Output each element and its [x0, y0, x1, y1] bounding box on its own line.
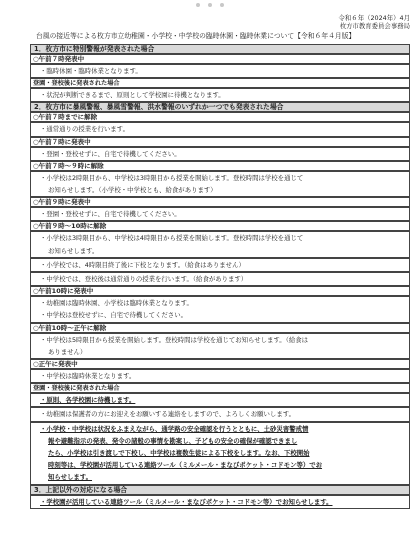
time-condition-heading: ○午前９時～10時に解除 [30, 221, 410, 231]
time-condition-heading: ○午前７時までに解除 [30, 112, 410, 122]
instruction-line: ・中学校は登校せずに、自宅で待機してください。 [40, 311, 187, 320]
instruction-line: ・状況が判断できるまで、原則として学校園に待機となります。 [40, 91, 225, 100]
header-date-block [339, 14, 410, 30]
instruction-item [30, 369, 410, 383]
instruction-line: ・登園・登校せずに、自宅で待機してください。 [40, 149, 181, 158]
instruction-line: ・学校園が活用している連絡ツール（ミルメール・まなびポケット・コドモン等）でお知らせします。 [40, 497, 333, 506]
instruction-line: ・原則、各学校園に待機します。 [40, 396, 136, 405]
instruction-line: 知らせします。 [48, 473, 93, 482]
instruction-line: 時刻等は、学校園が活用している連絡ツール（ミルメール・まなびポケット・コドモン等）でお [48, 461, 323, 470]
time-condition-heading: ○午前10時に発表中 [30, 286, 410, 296]
instruction-line: ・小学校では、4時限目終了後に下校となります。（給食はありません） [40, 260, 245, 269]
section-heading: 3．上記以外の対応になる場合 [30, 485, 410, 495]
issuing-organization: 枚方市教育委員会事務局 [339, 22, 410, 30]
instruction-item [30, 333, 410, 359]
instruction-line: ・小学校は2時限目から、中学校は3時限目から授業を開始します。登校時間は学校を通じて [40, 173, 304, 182]
time-condition-heading: ○正午に発表中 [30, 359, 410, 369]
instruction-line: ・通常通りの授業を行います。 [40, 125, 129, 134]
instruction-line: 報や避難指示の発表、発令の諸般の事情を勘案し、子どもの安全の確保が確認できまし [48, 436, 298, 445]
instruction-item [30, 88, 410, 102]
time-condition-heading: ○午前７時～９時に解除 [30, 161, 410, 171]
after-arrival-heading: 登園・登校後に発表された場合 [30, 78, 410, 88]
instruction-item [30, 231, 410, 257]
after-arrival-heading: 登園・登校後に発表された場合 [30, 383, 410, 393]
document-title: 台風の接近等による枚方市立幼稚園・小学校・中学校の臨時休園・臨時休業について【令和６年４月版】 [36, 32, 356, 40]
section-heading: 1．枚方市に特別警報が発表された場合 [30, 44, 410, 54]
instruction-line: ありません） [48, 347, 87, 356]
instruction-item [30, 296, 410, 322]
instruction-item [30, 422, 410, 485]
instruction-item [30, 122, 410, 136]
time-condition-heading: ○午前９時に発表中 [30, 197, 410, 207]
drag-handle-icon[interactable] [196, 3, 224, 7]
instruction-item [30, 495, 410, 509]
instruction-line: ・臨時休園・臨時休業となります。 [40, 67, 142, 75]
instruction-item [30, 171, 410, 197]
document-content [30, 44, 410, 509]
instruction-item [30, 272, 410, 286]
instruction-line: たら、小学校は引き渡しで下校し、中学校は複数生徒による下校をします。なお、下校開始 [48, 449, 310, 458]
instruction-line: お知らせします。 [48, 246, 99, 255]
instruction-item [30, 147, 410, 161]
instruction-line: ・中学校は臨時休業となります。 [40, 372, 136, 381]
instruction-line: ・小学校は3時限目から、中学校は4時限目から授業を開始します。登校時間は学校を通じて [40, 234, 304, 243]
instruction-line: ・中学校では、登校後は通常通りの授業を行います。（給食があります） [40, 275, 248, 284]
instruction-line: ・中学校は5時限目から授業を開始します。登校時間は学校を通じてお知らせします。（給食は [40, 335, 309, 344]
issue-date: 令和６年（2024年）4月 [338, 14, 410, 22]
instruction-line: お知らせします。（小学校・中学校とも、給食があります） [48, 186, 217, 195]
instruction-line: ・登園・登校せずに、自宅で待機してください。 [40, 210, 181, 219]
instruction-item [30, 258, 410, 272]
instruction-item [30, 407, 410, 421]
instruction-item [30, 207, 410, 221]
time-condition-heading: ○午前７時発表中 [30, 54, 410, 64]
time-condition-heading: ○午前７時に発表中 [30, 137, 410, 147]
instruction-line: ・幼稚園は臨時休園、小学校は臨時休業となります。 [40, 299, 193, 308]
instruction-item [30, 64, 410, 78]
instruction-line: ・幼稚園は保護者の方にお迎えをお願いする連絡をしますので、よろしくお願いします。 [40, 410, 295, 419]
time-condition-heading: ○午前10時～正午に解除 [30, 323, 410, 333]
instruction-line: ・小学校・中学校は状況をふまえながら、通学路の安全確認を行うとともに、土砂災害警戒情 [40, 424, 309, 433]
instruction-item [30, 393, 410, 407]
section-heading: 2．枚方市に暴風警報、暴風雪警報、洪水警報のいずれか一つでも発表された場合 [30, 102, 410, 112]
